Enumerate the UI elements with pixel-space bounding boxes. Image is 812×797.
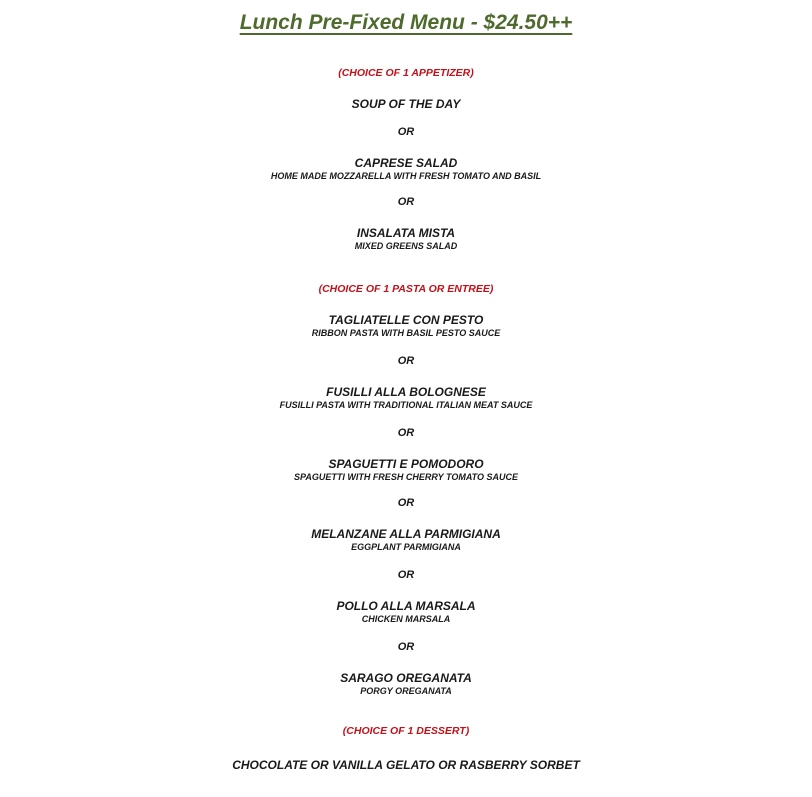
dish-pollo-alla-marsala: POLLO ALLA MARSALA [336,599,476,613]
dish-pollo-alla-marsala-description: CHICKEN MARSALA [361,614,451,624]
or-separator: OR [397,126,415,138]
menu-title [0,12,812,33]
dish-tagliatelle-con-pesto: TAGLIATELLE CON PESTO [328,313,484,327]
dish-soup-of-the-day: SOUP OF THE DAY [351,97,461,111]
dish-gelato-or-sorbet: CHOCOLATE OR VANILLA GELATO OR RASBERRY SORBET [232,758,580,772]
or-separator: OR [397,497,415,509]
dessert-section-heading: (CHOICE OF 1 DESSERT) [342,725,470,737]
dish-sarago-oreganata: SARAGO OREGANATA [340,671,472,685]
appetizer-section-heading: (CHOICE OF 1 APPETIZER) [338,67,474,79]
entree-section-heading: (CHOICE OF 1 PASTA OR ENTREE) [318,283,494,295]
dish-fusilli-alla-bolognese-description: FUSILLI PASTA WITH TRADITIONAL ITALIAN MEAT SAUCE [279,400,533,410]
dish-melanzane-alla-parmigiana: MELANZANE ALLA PARMIGIANA [311,527,501,541]
dish-spaguetti-e-pomodoro-description: SPAGUETTI WITH FRESH CHERRY TOMATO SAUCE [293,472,518,482]
or-separator: OR [397,427,415,439]
or-separator: OR [397,196,415,208]
dish-spaguetti-e-pomodoro: SPAGUETTI E POMODORO [328,457,484,471]
dish-sarago-oreganata-description: PORGY OREGANATA [360,686,452,696]
dish-melanzane-alla-parmigiana-description: EGGPLANT PARMIGIANA [351,542,461,552]
dish-tagliatelle-con-pesto-description: RIBBON PASTA WITH BASIL PESTO SAUCE [311,328,501,338]
dish-caprese-salad: CAPRESE SALAD [354,156,458,170]
menu-title-text: Lunch Pre-Fixed Menu - $24.50++ [239,11,573,34]
dish-insalata-mista-description: MIXED GREENS SALAD [354,241,458,251]
dish-insalata-mista: INSALATA MISTA [356,226,456,240]
dish-caprese-salad-description: HOME MADE MOZZARELLA WITH FRESH TOMATO AND BASIL [270,171,542,181]
dish-fusilli-alla-bolognese: FUSILLI ALLA BOLOGNESE [326,385,486,399]
or-separator: OR [397,569,415,581]
or-separator: OR [397,641,415,653]
or-separator: OR [397,355,415,367]
